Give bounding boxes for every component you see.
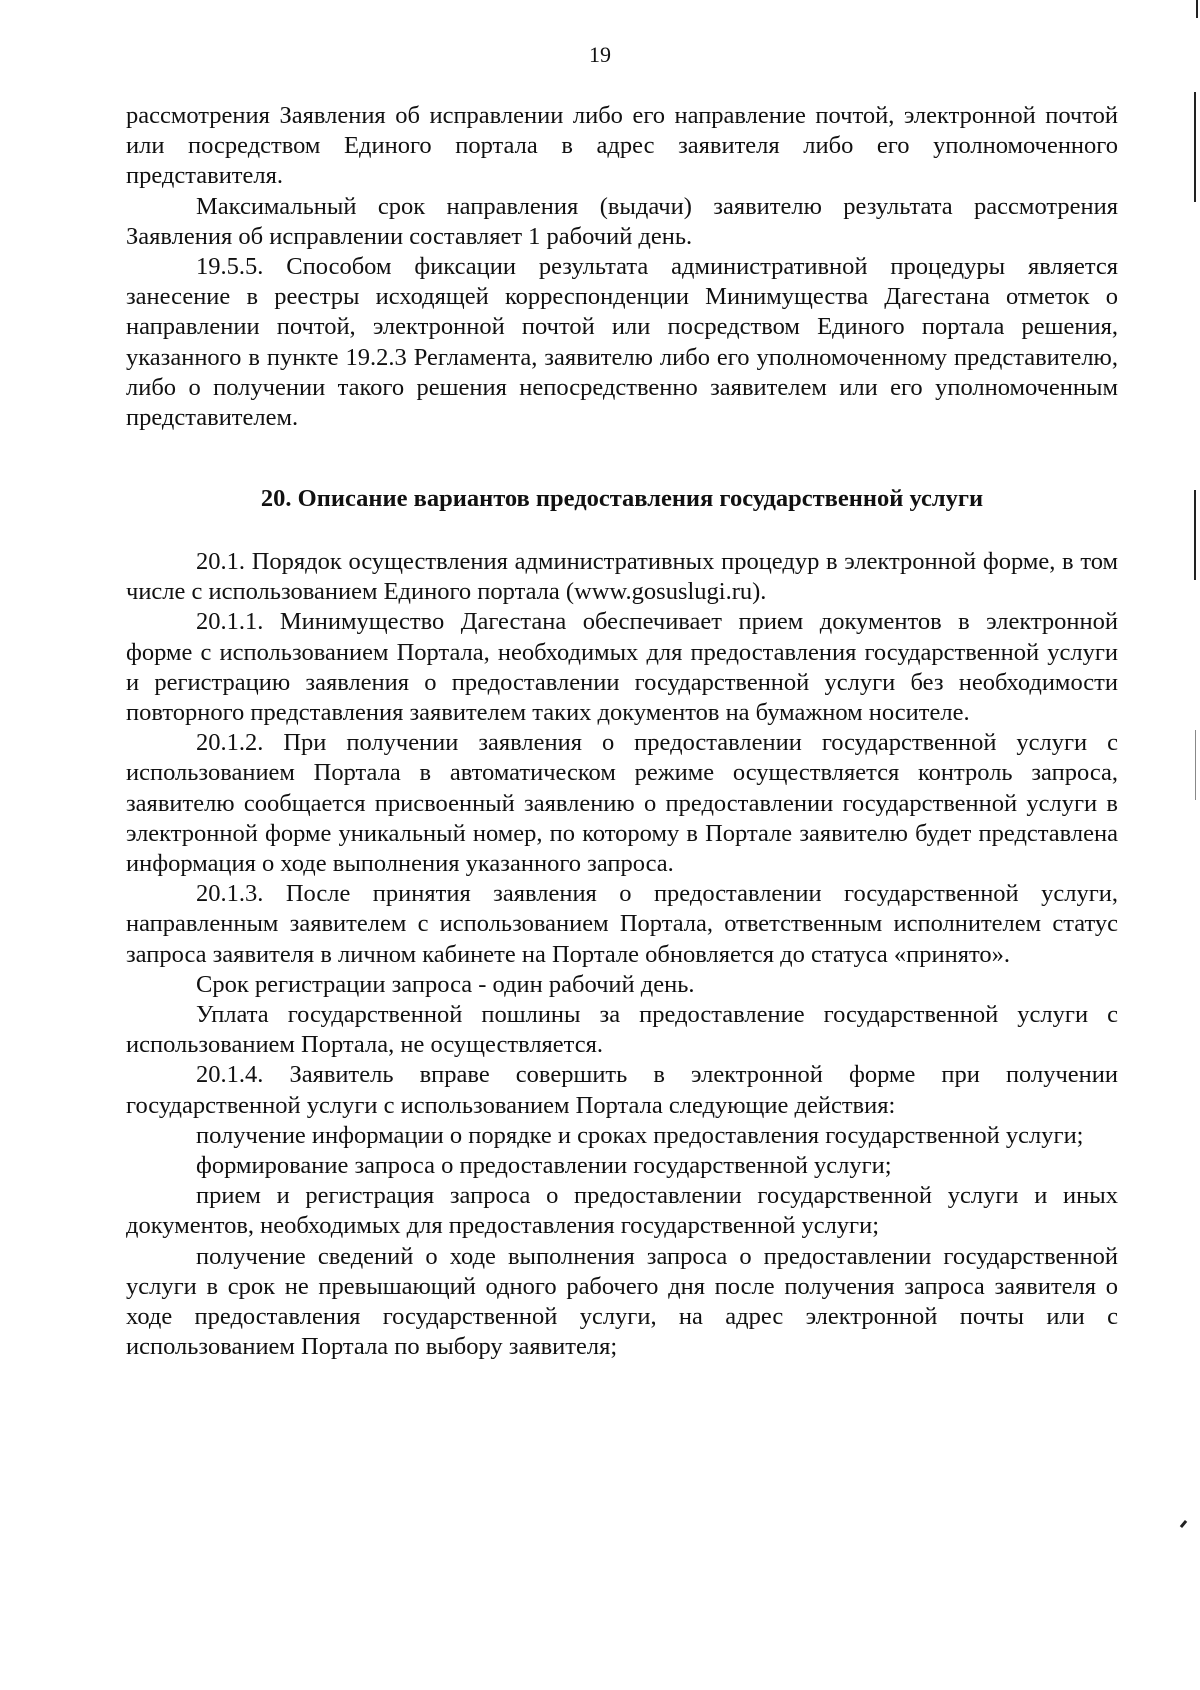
scan-edge-mark — [1195, 730, 1196, 800]
paragraph: Максимальный срок направления (выдачи) заявителю результата рассмотрения Заявления об исправлении составляет 1 рабочий день. — [126, 192, 1118, 250]
paragraph: 20.1.3. После принятия заявления о предоставлении государственной услуги, направленным заявителем с использованием Портала, ответственным исполнителем статус запроса заявителя в личном кабинете на Портале обновляется до статуса «принято». — [126, 880, 1118, 968]
scan-edge-mark — [1194, 490, 1196, 580]
scan-edge-mark — [1180, 1520, 1187, 1528]
paragraph: Срок регистрации запроса - один рабочий день. — [196, 970, 695, 998]
top-text-block — [126, 101, 1118, 433]
paragraph: 20.1. Порядок осуществления административных процедур в электронной форме, в том числе с использованием Единого портала (www.gosuslugi.ru). — [126, 548, 1118, 606]
scan-edge-mark — [1194, 92, 1196, 202]
paragraph: получение сведений о ходе выполнения запроса о предоставлении государственной услуги в срок не превышающий одного рабочего дня после получения запроса заявителя о ходе предоставления государственной услуги, на адрес электронной почты или с использованием Портала по выбору заявителя; — [126, 1242, 1118, 1361]
paragraph: 19.5.5. Способом фиксации результата административной процедуры является занесение в реестры исходящей корреспонденции Минимущества Дагестана отметок о направлении почтой, электронной почтой или посредством Единого портала решения, указанного в пункте 19.2.3 Регламента, заявителю либо его уполномоченному представителю, либо о получении такого решения непосредственно заявителем или его уполномоченным представителем. — [126, 253, 1118, 432]
paragraph: 20.1.1. Минимущество Дагестана обеспечивает прием документов в электронной форме с использованием Портала, необходимых для предоставления государственной услуги и регистрацию заявления о предоставлении государственной услуги без необходимости повторного представления заявителем таких документов на бумажном носителе. — [126, 608, 1118, 727]
paragraph: получение информации о порядке и сроках предоставления государственной услуги; — [196, 1121, 1084, 1149]
page-number: 19 — [589, 42, 611, 67]
scan-edge-mark — [1196, 0, 1198, 18]
paragraph: формирование запроса о предоставлении государственной услуги; — [196, 1152, 892, 1180]
paragraph: Уплата государственной пошлины за предоставление государственной услуги с использованием Портала, не осуществляется. — [126, 1001, 1118, 1059]
bottom-text-block — [126, 547, 1118, 1362]
section-title: 20. Описание вариантов предоставления государственной услуги — [260, 485, 984, 512]
paragraph: прием и регистрация запроса о предоставлении государственной услуги и иных документов, необходимых для предоставления государственной услуги; — [126, 1182, 1118, 1240]
paragraph: 20.1.4. Заявитель вправе совершить в электронной форме при получении государственной услуги с использованием Портала следующие действия: — [126, 1061, 1118, 1119]
paragraph: 20.1.2. При получении заявления о предоставлении государственной услуги с использованием Портала в автоматическом режиме осуществляется контроль запроса, заявителю сообщается присвоенный заявлению о предоставлении государственной услуги в электронной форме уникальный номер, по которому в Портале заявителю будет представлена информация о ходе выполнения указанного запроса. — [126, 729, 1118, 878]
paragraph: рассмотрения Заявления об исправлении либо его направление почтой, электронной почтой или посредством Единого портала в адрес заявителя либо его уполномоченного представителя. — [126, 102, 1118, 190]
